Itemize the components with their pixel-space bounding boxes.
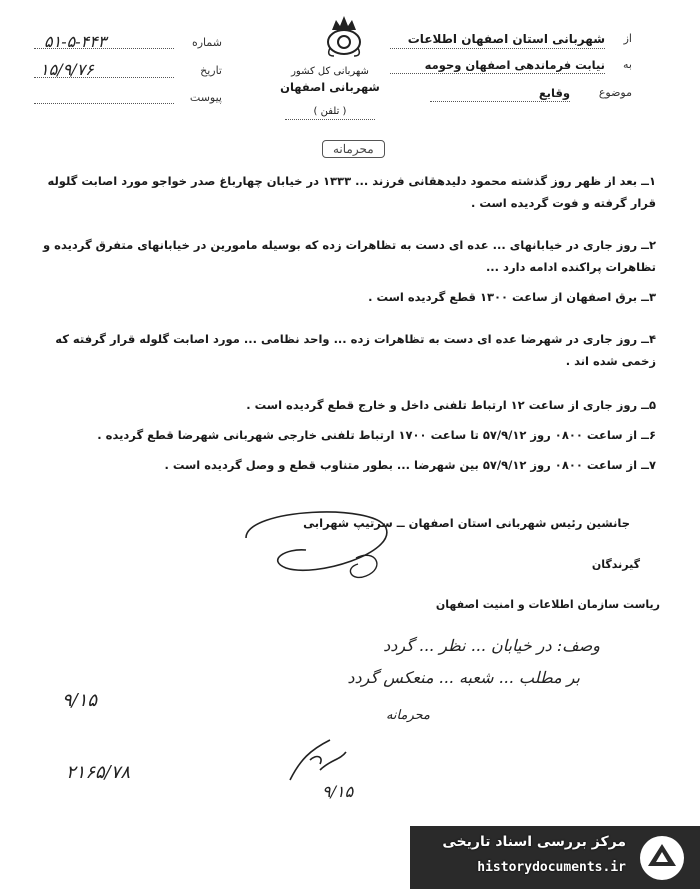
phone-label: ( تلفن ) bbox=[313, 106, 347, 117]
subject-label: موضوع bbox=[598, 86, 632, 99]
number-value: ۵۱-۵-۴۴۳ bbox=[44, 32, 107, 51]
from-label: از bbox=[623, 32, 632, 45]
watermark-title: مرکز بررسی اسناد تاریخی bbox=[442, 834, 626, 850]
org-line1: شهربانی کل کشور bbox=[291, 66, 369, 77]
watermark-url: historydocuments.ir bbox=[477, 860, 626, 875]
from-value: شهربانی استان اصفهان اطلاعات bbox=[407, 32, 605, 46]
to-label: به bbox=[623, 58, 632, 71]
subject-dotted-line bbox=[430, 101, 570, 102]
attachment-dotted-line bbox=[34, 103, 174, 104]
handwritten-initials-icon bbox=[280, 730, 360, 790]
report-item-1: ۱ــ بعد از ظهر روز گذشته محمود دلیدهقانی فرزند ... ۱۳۳۳ در خیابان چهارباغ صدر خواجو مورد اصابت گلوله قرار گرفته و فوت گردیده است . bbox=[47, 174, 656, 210]
handwritten-margin-note: محرمانه bbox=[385, 708, 430, 723]
signature-oval-icon bbox=[226, 498, 396, 588]
report-item-2: ۲ــ روز جاری در خیابانهای ... عده ای دست به تظاهرات زده که بوسیله مامورین در خیابانهای متفرق گردیده و تظاهرات پراکنده ادامه دارد ... bbox=[43, 238, 656, 274]
handwritten-initials-date: ۹/۱۵ bbox=[322, 782, 354, 801]
handwritten-file-number: ۲۱۶۵/۷۸ bbox=[66, 762, 131, 783]
handwritten-note-date: ۹/۱۵ bbox=[62, 690, 98, 711]
to-dotted-line bbox=[390, 73, 605, 74]
phone-dotted-line bbox=[285, 119, 375, 120]
report-item-4: ۴ــ روز جاری در شهرضا عده ای دست به تظاهرات زده ... واحد نظامی ... مورد اصابت گلوله قرار گرفته که زخمی شده اند . bbox=[55, 332, 656, 368]
handwritten-note-2: بر مطلب ... شعبه ... منعکس گردد bbox=[347, 668, 580, 687]
date-value: ۱۵/۹/۷۶ bbox=[40, 60, 94, 79]
recipient-item: ریاست سازمان اطلاعات و امنیت اصفهان bbox=[435, 598, 660, 611]
org-line2: شهربانی اصفهان bbox=[280, 80, 380, 94]
from-dotted-line bbox=[390, 48, 605, 49]
classification-stamp: محرمانه bbox=[322, 140, 385, 158]
subject-value: وقایع bbox=[538, 86, 570, 100]
archive-logo-icon bbox=[634, 832, 690, 884]
report-items bbox=[36, 170, 656, 476]
to-value: نیابت فرماندهی اصفهان وحومه bbox=[424, 58, 605, 72]
watermark-banner bbox=[410, 826, 700, 889]
report-item-7: ۷ــ از ساعت ۰۸۰۰ روز ۵۷/۹/۱۲ بین شهرضا ... بطور متناوب قطع و وصل گردیده است . bbox=[164, 458, 656, 472]
signature-line: جانشین رئیس شهربانی استان اصفهان ــ سرتیپ شهرابی bbox=[303, 516, 630, 530]
attachment-label: پیوست bbox=[189, 91, 222, 104]
date-label: تاریخ bbox=[200, 64, 222, 77]
handwritten-note-1: وصف: در خیابان ... نظر ... گردد bbox=[383, 636, 600, 655]
emblem-icon bbox=[322, 12, 366, 60]
number-label: شماره bbox=[191, 36, 222, 49]
recipients-label: گیرندگان bbox=[591, 558, 640, 571]
report-item-5: ۵ــ روز جاری از ساعت ۱۲ ارتباط تلفنی داخل و خارج قطع گردیده است . bbox=[246, 398, 656, 412]
report-item-6: ۶ــ از ساعت ۰۸۰۰ روز ۵۷/۹/۱۲ تا ساعت ۱۷۰۰ ارتباط تلفنی خارجی شهربانی شهرضا قطع گردیده . bbox=[97, 428, 656, 442]
report-item-3: ۳ــ برق اصفهان از ساعت ۱۳۰۰ قطع گردیده است . bbox=[368, 290, 656, 304]
